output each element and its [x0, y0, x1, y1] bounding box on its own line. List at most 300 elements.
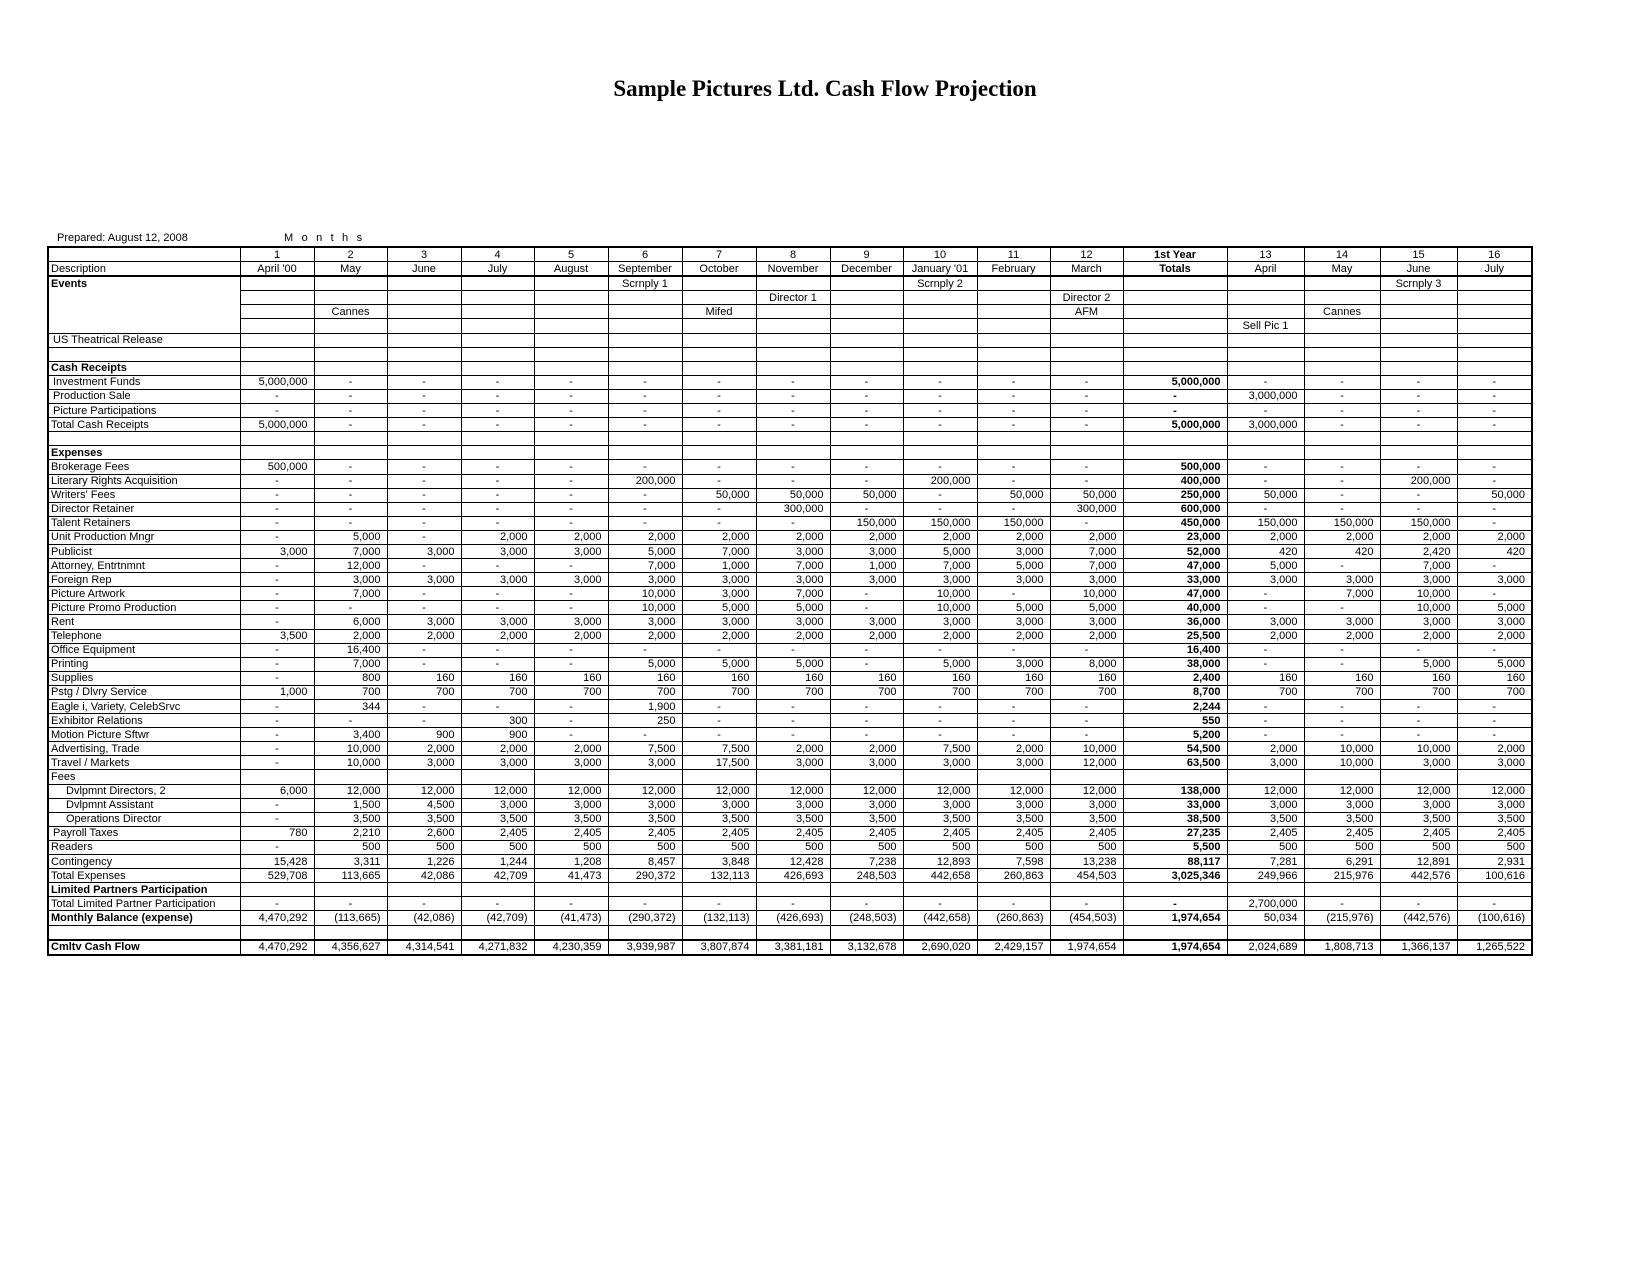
value-cell	[461, 883, 534, 897]
value-cell: -	[903, 375, 977, 389]
year-total-cell	[1123, 432, 1227, 446]
value-cell: 2,210	[314, 826, 387, 840]
value-cell: 7,000	[1050, 559, 1123, 573]
table-row	[48, 671, 1532, 685]
value-cell: -	[903, 488, 977, 502]
value-cell: 3,500	[903, 812, 977, 826]
value-cell: -	[534, 516, 608, 530]
value-cell: -	[461, 389, 534, 403]
value-cell: -	[387, 389, 461, 403]
column-number-header: 14	[1304, 247, 1380, 262]
value-cell: -	[1050, 714, 1123, 728]
value-cell: 7,500	[682, 742, 756, 756]
value-cell: 3,000	[830, 615, 903, 629]
value-cell: 5,000	[977, 601, 1050, 615]
value-cell: -	[1380, 404, 1457, 418]
value-cell: 3,000	[1304, 798, 1380, 812]
table-row	[48, 657, 1532, 671]
value-cell: 2,000	[903, 629, 977, 643]
value-cell	[461, 305, 534, 319]
value-cell	[830, 361, 903, 375]
value-cell: -	[387, 375, 461, 389]
value-cell: -	[977, 714, 1050, 728]
value-cell: -	[387, 530, 461, 544]
value-cell	[1380, 883, 1457, 897]
value-cell: -	[682, 418, 756, 432]
value-cell: -	[903, 502, 977, 516]
table-row	[48, 784, 1532, 798]
value-cell: 7,000	[903, 559, 977, 573]
value-cell	[461, 276, 534, 291]
value-cell	[830, 291, 903, 305]
value-cell	[1227, 883, 1304, 897]
value-cell: 10,000	[903, 601, 977, 615]
value-cell: 2,000	[1227, 742, 1304, 756]
value-cell: 2,405	[977, 826, 1050, 840]
value-cell: Scrnply 2	[903, 276, 977, 291]
value-cell	[682, 291, 756, 305]
value-cell: 12,000	[314, 559, 387, 573]
value-cell	[1457, 770, 1532, 784]
value-cell: -	[1227, 728, 1304, 742]
value-cell: -	[608, 389, 682, 403]
table-row	[48, 305, 1532, 319]
value-cell: 2,000	[830, 629, 903, 643]
value-cell: -	[314, 502, 387, 516]
value-cell: 3,000	[756, 544, 830, 558]
value-cell	[240, 883, 314, 897]
value-cell: -	[756, 897, 830, 911]
value-cell: Director 2	[1050, 291, 1123, 305]
value-cell: 3,000,000	[1227, 389, 1304, 403]
value-cell: 2,024,689	[1227, 940, 1304, 955]
row-label	[48, 432, 240, 446]
value-cell: -	[387, 897, 461, 911]
value-cell: -	[1227, 700, 1304, 714]
value-cell: -	[240, 573, 314, 587]
value-cell: -	[1050, 516, 1123, 530]
value-cell: 700	[1227, 685, 1304, 699]
value-cell: 160	[387, 671, 461, 685]
row-label: Director Retainer	[48, 502, 240, 516]
column-number-header: 16	[1457, 247, 1532, 262]
value-cell: 12,000	[534, 784, 608, 798]
value-cell: -	[1380, 502, 1457, 516]
row-label: Picture Artwork	[48, 587, 240, 601]
value-cell: -	[1304, 404, 1380, 418]
year-total-cell: 600,000	[1123, 502, 1227, 516]
row-label: Dvlpmnt Assistant	[48, 798, 240, 812]
year-total-cell: 38,500	[1123, 812, 1227, 826]
column-number-header: 6	[608, 247, 682, 262]
year-total-cell	[1123, 770, 1227, 784]
value-cell	[608, 305, 682, 319]
value-cell	[756, 883, 830, 897]
value-cell: 12,000	[1380, 784, 1457, 798]
row-label: Publicist	[48, 544, 240, 558]
value-cell: 800	[314, 671, 387, 685]
value-cell: -	[1380, 375, 1457, 389]
value-cell: 12,000	[1457, 784, 1532, 798]
value-cell	[314, 361, 387, 375]
value-cell: -	[534, 502, 608, 516]
value-cell: 15,428	[240, 855, 314, 869]
value-cell	[1227, 291, 1304, 305]
value-cell: -	[1380, 897, 1457, 911]
value-cell: 5,000	[756, 601, 830, 615]
value-cell: 160	[1304, 671, 1380, 685]
value-cell	[1050, 446, 1123, 460]
value-cell	[1380, 770, 1457, 784]
value-cell: 160	[1457, 671, 1532, 685]
value-cell: -	[387, 488, 461, 502]
value-cell: 1,265,522	[1457, 940, 1532, 955]
value-cell: 50,000	[1050, 488, 1123, 502]
value-cell: 7,000	[314, 587, 387, 601]
value-cell: Cannes	[314, 305, 387, 319]
value-cell	[534, 883, 608, 897]
value-cell: -	[314, 404, 387, 418]
value-cell: -	[682, 502, 756, 516]
value-cell	[682, 333, 756, 347]
value-cell: 3,500	[682, 812, 756, 826]
table-row	[48, 530, 1532, 544]
table-row	[48, 559, 1532, 573]
value-cell	[1457, 361, 1532, 375]
value-cell: 42,086	[387, 869, 461, 883]
value-cell: 3,000	[756, 756, 830, 770]
value-cell: -	[903, 643, 977, 657]
value-cell: -	[682, 714, 756, 728]
row-label: Picture Participations	[48, 404, 240, 418]
month-header: January '01	[903, 262, 977, 277]
column-number-header: 15	[1380, 247, 1457, 262]
value-cell	[1457, 333, 1532, 347]
value-cell: 1,000	[830, 559, 903, 573]
value-cell	[1050, 883, 1123, 897]
value-cell: -	[977, 418, 1050, 432]
value-cell: 3,500	[314, 812, 387, 826]
value-cell	[903, 333, 977, 347]
value-cell	[1457, 291, 1532, 305]
value-cell: -	[1380, 488, 1457, 502]
value-cell: 1,000	[240, 685, 314, 699]
value-cell: 10,000	[608, 601, 682, 615]
year-total-cell: 450,000	[1123, 516, 1227, 530]
value-cell: -	[314, 488, 387, 502]
value-cell: -	[1304, 700, 1380, 714]
value-cell: -	[387, 587, 461, 601]
value-cell: 2,700,000	[1227, 897, 1304, 911]
value-cell	[830, 883, 903, 897]
value-cell: 3,000	[682, 587, 756, 601]
value-cell: -	[977, 404, 1050, 418]
value-cell: -	[608, 643, 682, 657]
value-cell: -	[461, 488, 534, 502]
value-cell: 3,000	[903, 573, 977, 587]
value-cell: 160	[461, 671, 534, 685]
value-cell	[1050, 770, 1123, 784]
value-cell: 5,000	[608, 657, 682, 671]
table-row	[48, 615, 1532, 629]
value-cell: 442,576	[1380, 869, 1457, 883]
value-cell: 3,400	[314, 728, 387, 742]
value-cell: 454,503	[1050, 869, 1123, 883]
value-cell: 10,000	[1380, 601, 1457, 615]
value-cell: 3,000	[830, 544, 903, 558]
row-label	[48, 291, 240, 305]
value-cell: -	[977, 700, 1050, 714]
value-cell: -	[240, 742, 314, 756]
row-label: Supplies	[48, 671, 240, 685]
value-cell: 3,000	[1457, 756, 1532, 770]
value-cell: -	[387, 474, 461, 488]
value-cell	[1380, 432, 1457, 446]
value-cell: -	[608, 502, 682, 516]
value-cell: 500	[1457, 840, 1532, 854]
value-cell: -	[1304, 601, 1380, 615]
value-cell: -	[534, 460, 608, 474]
value-cell: Cannes	[1304, 305, 1380, 319]
value-cell: 2,000	[977, 742, 1050, 756]
value-cell	[756, 446, 830, 460]
value-cell	[387, 446, 461, 460]
year-total-cell: 47,000	[1123, 559, 1227, 573]
year-total-cell	[1123, 333, 1227, 347]
value-cell	[534, 333, 608, 347]
value-cell	[1050, 276, 1123, 291]
value-cell: -	[461, 375, 534, 389]
value-cell: 150,000	[903, 516, 977, 530]
value-cell: 2,405	[1380, 826, 1457, 840]
value-cell: 2,000	[682, 629, 756, 643]
value-cell	[314, 276, 387, 291]
month-header: June	[387, 262, 461, 277]
value-cell: (41,473)	[534, 911, 608, 925]
table-row	[48, 855, 1532, 869]
column-number-header: 9	[830, 247, 903, 262]
row-label: Total Cash Receipts	[48, 418, 240, 432]
value-cell: -	[977, 389, 1050, 403]
table-row	[48, 714, 1532, 728]
value-cell: 2,405	[534, 826, 608, 840]
value-cell	[682, 347, 756, 361]
value-cell: -	[1457, 460, 1532, 474]
value-cell	[977, 305, 1050, 319]
column-number-header: 1	[240, 247, 314, 262]
value-cell: 2,000	[1380, 530, 1457, 544]
value-cell: 3,000	[534, 756, 608, 770]
value-cell	[387, 883, 461, 897]
value-cell: 3,000	[977, 657, 1050, 671]
month-header: August	[534, 262, 608, 277]
value-cell: 2,000	[903, 530, 977, 544]
value-cell: 160	[1050, 671, 1123, 685]
row-label: Talent Retainers	[48, 516, 240, 530]
value-cell: -	[240, 502, 314, 516]
value-cell: 8,457	[608, 855, 682, 869]
table-row	[48, 700, 1532, 714]
value-cell: 3,000	[608, 615, 682, 629]
table-row	[48, 319, 1532, 333]
value-cell	[387, 361, 461, 375]
value-cell: 3,000	[1380, 756, 1457, 770]
table-row	[48, 601, 1532, 615]
value-cell: -	[830, 643, 903, 657]
row-label: Eagle i, Variety, CelebSrvc	[48, 700, 240, 714]
value-cell	[240, 770, 314, 784]
value-cell: (426,693)	[756, 911, 830, 925]
value-cell: 3,000	[756, 573, 830, 587]
value-cell	[1457, 883, 1532, 897]
value-cell: 3,000	[682, 798, 756, 812]
value-cell	[903, 305, 977, 319]
value-cell: 5,000	[314, 530, 387, 544]
description-header: Description	[48, 262, 240, 277]
value-cell	[756, 276, 830, 291]
row-label: Printing	[48, 657, 240, 671]
value-cell: 160	[977, 671, 1050, 685]
table-row	[48, 826, 1532, 840]
year-total-cell: 47,000	[1123, 587, 1227, 601]
value-cell: -	[977, 643, 1050, 657]
table-row	[48, 728, 1532, 742]
value-cell: 700	[314, 685, 387, 699]
table-row	[48, 840, 1532, 854]
value-cell	[534, 770, 608, 784]
value-cell: 2,405	[1050, 826, 1123, 840]
value-cell: -	[314, 418, 387, 432]
value-cell: -	[387, 559, 461, 573]
value-cell: (290,372)	[608, 911, 682, 925]
value-cell	[1304, 347, 1380, 361]
value-cell: -	[830, 375, 903, 389]
value-cell: 500	[387, 840, 461, 854]
value-cell: (42,086)	[387, 911, 461, 925]
value-cell	[977, 883, 1050, 897]
value-cell: 3,500	[977, 812, 1050, 826]
month-header: April	[1227, 262, 1304, 277]
value-cell: Scrnply 3	[1380, 276, 1457, 291]
row-label: Office Equipment	[48, 643, 240, 657]
value-cell: -	[682, 389, 756, 403]
value-cell: 4,500	[387, 798, 461, 812]
value-cell	[830, 446, 903, 460]
table-row	[48, 629, 1532, 643]
value-cell: 700	[1457, 685, 1532, 699]
table-row	[48, 361, 1532, 375]
value-cell: 700	[608, 685, 682, 699]
value-cell: -	[608, 404, 682, 418]
value-cell: 50,000	[1457, 488, 1532, 502]
value-cell	[240, 432, 314, 446]
value-cell: -	[314, 389, 387, 403]
value-cell: 12,000	[608, 784, 682, 798]
months-label: Months	[284, 232, 371, 244]
value-cell	[977, 347, 1050, 361]
value-cell: -	[1050, 418, 1123, 432]
table-row	[48, 573, 1532, 587]
value-cell	[1380, 319, 1457, 333]
value-cell	[387, 305, 461, 319]
value-cell: -	[1050, 389, 1123, 403]
value-cell	[830, 432, 903, 446]
value-cell: 2,429,157	[977, 940, 1050, 955]
value-cell	[903, 446, 977, 460]
value-cell	[756, 925, 830, 940]
value-cell: AFM	[1050, 305, 1123, 319]
value-cell: (454,503)	[1050, 911, 1123, 925]
year-total-cell: -	[1123, 389, 1227, 403]
value-cell: -	[314, 474, 387, 488]
value-cell: 160	[756, 671, 830, 685]
value-cell: 500	[1050, 840, 1123, 854]
value-cell: 2,000	[1380, 629, 1457, 643]
value-cell: 500	[1380, 840, 1457, 854]
value-cell: -	[1380, 643, 1457, 657]
table-row	[48, 347, 1532, 361]
value-cell: 4,314,541	[387, 940, 461, 955]
value-cell: -	[1457, 728, 1532, 742]
value-cell	[977, 319, 1050, 333]
value-cell: 3,000	[977, 573, 1050, 587]
value-cell: -	[903, 714, 977, 728]
value-cell: -	[240, 643, 314, 657]
value-cell: -	[461, 700, 534, 714]
value-cell	[682, 446, 756, 460]
value-cell: 3,000	[387, 756, 461, 770]
value-cell: 3,500	[1380, 812, 1457, 826]
value-cell: 12,000	[977, 784, 1050, 798]
value-cell: 2,000	[387, 629, 461, 643]
value-cell	[461, 446, 534, 460]
value-cell: 7,500	[608, 742, 682, 756]
value-cell: -	[682, 375, 756, 389]
year-total-cell	[1123, 446, 1227, 460]
value-cell	[756, 333, 830, 347]
table-row	[48, 911, 1532, 925]
value-cell	[756, 347, 830, 361]
value-cell	[608, 925, 682, 940]
value-cell: 50,034	[1227, 911, 1304, 925]
value-cell: 420	[1227, 544, 1304, 558]
value-cell: -	[1380, 728, 1457, 742]
value-cell: 3,000	[1227, 756, 1304, 770]
value-cell	[240, 925, 314, 940]
value-cell: 2,000	[461, 530, 534, 544]
table-row	[48, 276, 1532, 291]
value-cell: 5,000	[1050, 601, 1123, 615]
table-row	[48, 812, 1532, 826]
value-cell: 3,000	[534, 544, 608, 558]
value-cell: 300,000	[1050, 502, 1123, 516]
row-label: Production Sale	[48, 389, 240, 403]
year-total-cell: 23,000	[1123, 530, 1227, 544]
year-total-cell: 88,117	[1123, 855, 1227, 869]
value-cell	[387, 925, 461, 940]
value-cell: 50,000	[1227, 488, 1304, 502]
value-cell: 5,000	[1457, 657, 1532, 671]
value-cell	[534, 276, 608, 291]
value-cell: (132,113)	[682, 911, 756, 925]
value-cell	[314, 446, 387, 460]
value-cell: 3,500	[387, 812, 461, 826]
value-cell	[387, 319, 461, 333]
table-row	[48, 587, 1532, 601]
value-cell	[461, 770, 534, 784]
value-cell	[314, 347, 387, 361]
value-cell: 2,420	[1380, 544, 1457, 558]
